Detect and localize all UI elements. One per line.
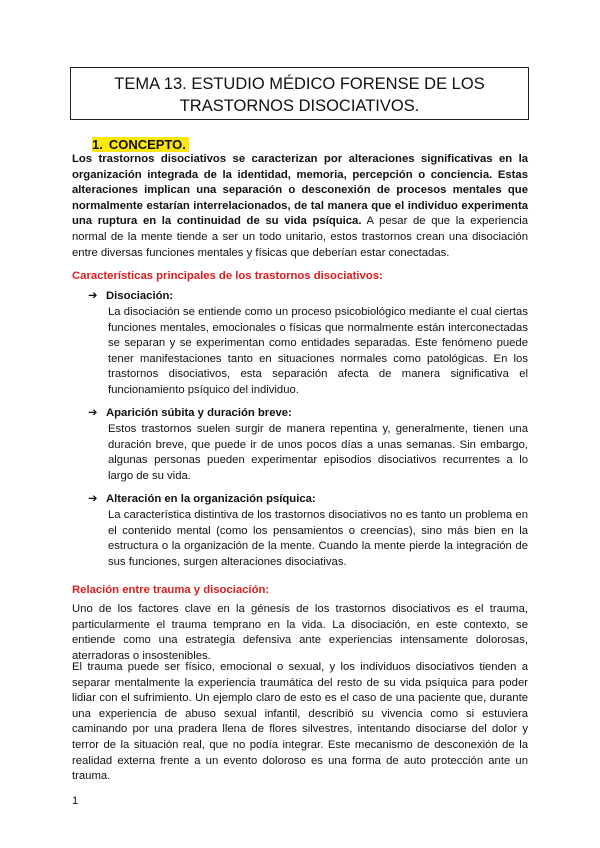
characteristics-heading: Características principales de los trastornos disociativos: — [72, 270, 383, 282]
trauma-paragraph-1: Uno de los factores clave en la génesis de los trastornos disociativos es el trauma, particularmente el trauma temprano en la vida. La disociación, en este contexto, se entiende como una estrategia defensiva ante experiencias intensamente dolorosas, aterradoras o insostenibles. — [72, 603, 528, 662]
concept-normal-text: A pesar de que la experiencia normal de la mente tiende a ser un todo unitario, estos trastornos crean una disociación entre diversas funciones mentales y físicas que deberían estar conectadas. — [72, 215, 528, 259]
list-item — [88, 406, 528, 484]
section-number: 1. — [92, 137, 103, 152]
section-heading-concept — [92, 137, 189, 152]
bullet-title: Alteración en la organización psíquica: — [106, 493, 316, 505]
bullet-body: La disociación se entiende como un proceso psicobiológico mediante el cual ciertas funciones mentales, emocionales o físicas que normalmente están interconectadas se separan y se experimentan como entidades separadas. Este fenómeno puede tener manifestaciones tanto en situaciones normales como patológicas. En los trastornos disociativos, esta separación afecta de manera significativa el funcionamiento psíquico del individuo. — [108, 306, 528, 396]
concept-paragraph — [72, 152, 528, 261]
list-item — [88, 492, 528, 570]
list-item — [88, 289, 528, 399]
arrow-icon: ➔ — [88, 407, 98, 419]
concept-bold-text: Los trastornos disociativos se caracterizan por alteraciones significativas en la organización integrada de la identidad, memoria, percepción o conciencia. Estas alteraciones implican una separación o desconexión de procesos mentales que normalmente estarían interrelacionados, de tal manera que el individuo experimenta una ruptura en la continuidad de su vida psíquica. — [72, 153, 528, 228]
title-line-1: TEMA 13. ESTUDIO MÉDICO FORENSE DE LOS — [114, 75, 485, 93]
page-number: 1 — [72, 795, 79, 807]
trauma-paragraph-2: El trauma puede ser físico, emocional o sexual, y los individuos disociativos tienden a separar mentalmente la experiencia traumática del resto de su vida psíquica para poder lidiar con el sufrimiento. Un ejemplo claro de esto es el caso de una paciente que, durante una experiencia de abuso sexual infantil, describió su vivencia como si estuviera caminando por una pradera llena de flores silvestres, intentando disociarse del dolor y terror de la situación real, que no podía integrar. Este mecanismo de desconexión de la realidad externa frente a un evento doloroso es una forma de auto protección ante un trauma. — [72, 661, 528, 783]
bullet-body: Estos trastornos suelen surgir de manera repentina y, generalmente, tienen una duración breve, que puede ir de unos pocos días a unas semanas. Sin embargo, algunas personas pueden experimentar episodios disociativos recurrentes a lo largo de su vida. — [108, 423, 528, 482]
document-title — [70, 67, 529, 120]
arrow-icon: ➔ — [88, 493, 98, 505]
title-line-2: TRASTORNOS DISOCIATIVOS. — [179, 97, 420, 115]
trauma-heading: Relación entre trauma y disociación: — [72, 584, 270, 596]
bullet-title: Disociación: — [106, 290, 174, 302]
section-title: CONCEPTO. — [108, 137, 186, 152]
arrow-icon: ➔ — [88, 290, 98, 302]
bullet-title: Aparición súbita y duración breve: — [106, 407, 292, 419]
bullet-body: La característica distintiva de los trastornos disociativos no es tanto un problema en el contenido mental (como los pensamientos o creencias), sino más bien en la estructura o la organización de la mente. Cuando la mente pierde la integración de sus funciones, surgen alteraciones disociativas. — [108, 509, 528, 568]
